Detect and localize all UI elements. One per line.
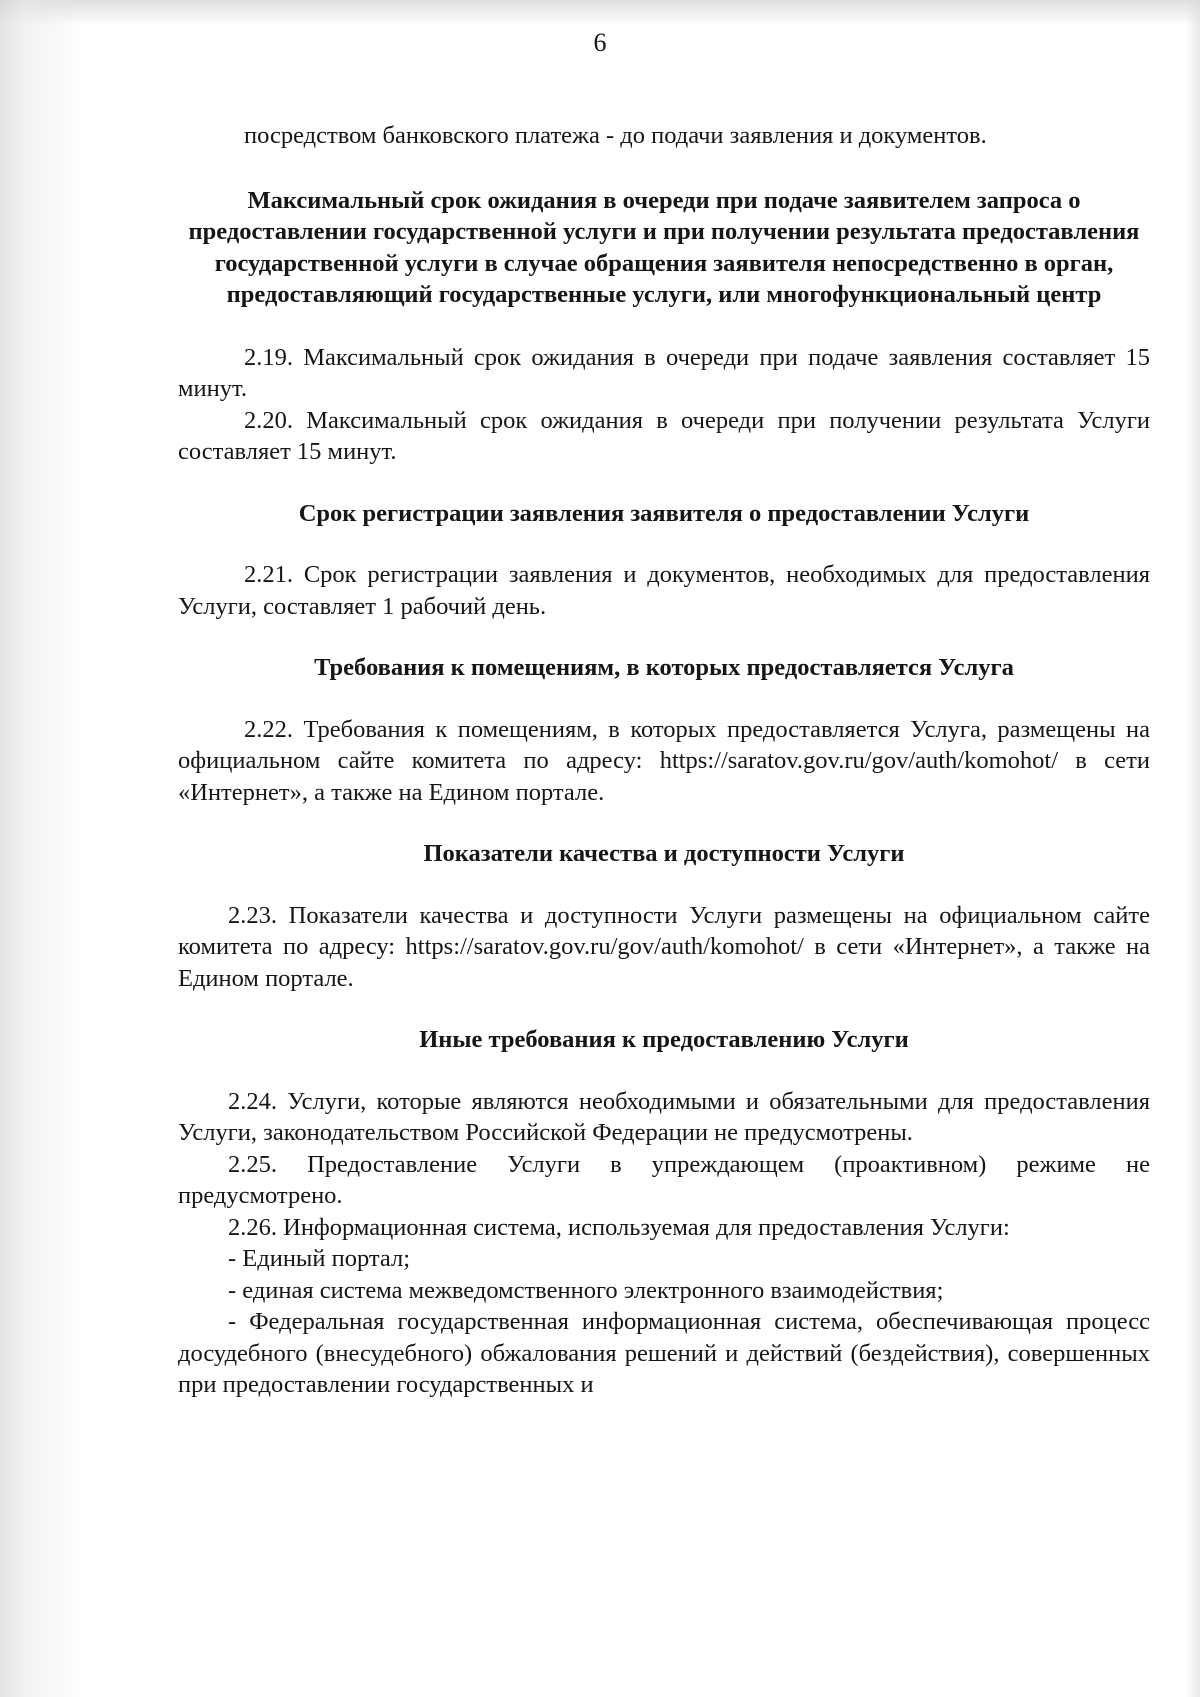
scan-shadow-right	[1186, 0, 1200, 1697]
paragraph-2-20: 2.20. Максимальный срок ожидания в очереди при получении результата Услуги составляет 15 минут.	[178, 406, 1150, 465]
lead-paragraph: посредством банковского платежа - до подачи заявления и документов.	[244, 122, 987, 149]
section-heading: Требования к помещениям, в которых предоставляется Услуга	[314, 654, 1014, 681]
paragraph-2-24: 2.24. Услуги, которые являются необходимыми и обязательными для предоставления Услуги, законодательством Российской Федерации не предусмотрены.	[178, 1087, 1150, 1146]
scan-shadow-top	[0, 0, 1200, 26]
section-heading: Максимальный срок ожидания в очереди при подаче заявителем запроса о предоставлении государственной услуги и при получении результата предоставления государственной услуги в случае обращения заявителя непосредственно в орган, предоставляющий государственные услуги, или многофункциональный центр	[188, 186, 1140, 308]
page-number: 6	[593, 28, 607, 57]
paragraph-2-21: 2.21. Срок регистрации заявления и документов, необходимых для предоставления Услуги, составляет 1 рабочий день.	[178, 561, 1150, 620]
section-heading: Показатели качества и доступности Услуги	[423, 840, 905, 867]
list-item: - Единый портал;	[228, 1245, 411, 1272]
document-body	[178, 120, 1150, 1401]
section-heading: Иные требования к предоставлению Услуги	[419, 1026, 909, 1053]
scan-shadow-left	[0, 0, 80, 1697]
paragraph-2-19: 2.19. Максимальный срок ожидания в очереди при подаче заявления составляет 15 минут.	[178, 343, 1150, 402]
list-item: - Федеральная государственная информационная система, обеспечивающая процесс досудебного (внесудебного) обжалования решений и действий (бездействия), совершенных при предоставлении государственных и	[178, 1308, 1150, 1398]
paragraph-2-22: 2.22. Требования к помещениям, в которых предоставляется Услуга, размещены на официальном сайте комитета по адресу: https://saratov.gov.ru/gov/auth/komohot/ в сети «Интернет», а также на Едином портале.	[178, 715, 1150, 806]
paragraph-2-25: 2.25. Предоставление Услуги в упреждающем (проактивном) режиме не предусмотрено.	[178, 1150, 1150, 1209]
paragraph-2-23: 2.23. Показатели качества и доступности Услуги размещены на официальном сайте комитета по адресу: https://saratov.gov.ru/gov/auth/komohot/ в сети «Интернет», а также на Едином портале.	[178, 901, 1150, 992]
section-heading: Срок регистрации заявления заявителя о предоставлении Услуги	[298, 499, 1030, 527]
paragraph-2-26: 2.26. Информационная система, используемая для предоставления Услуги:	[228, 1213, 1010, 1241]
list-item: - единая система межведомственного электронного взаимодействия;	[228, 1276, 944, 1304]
